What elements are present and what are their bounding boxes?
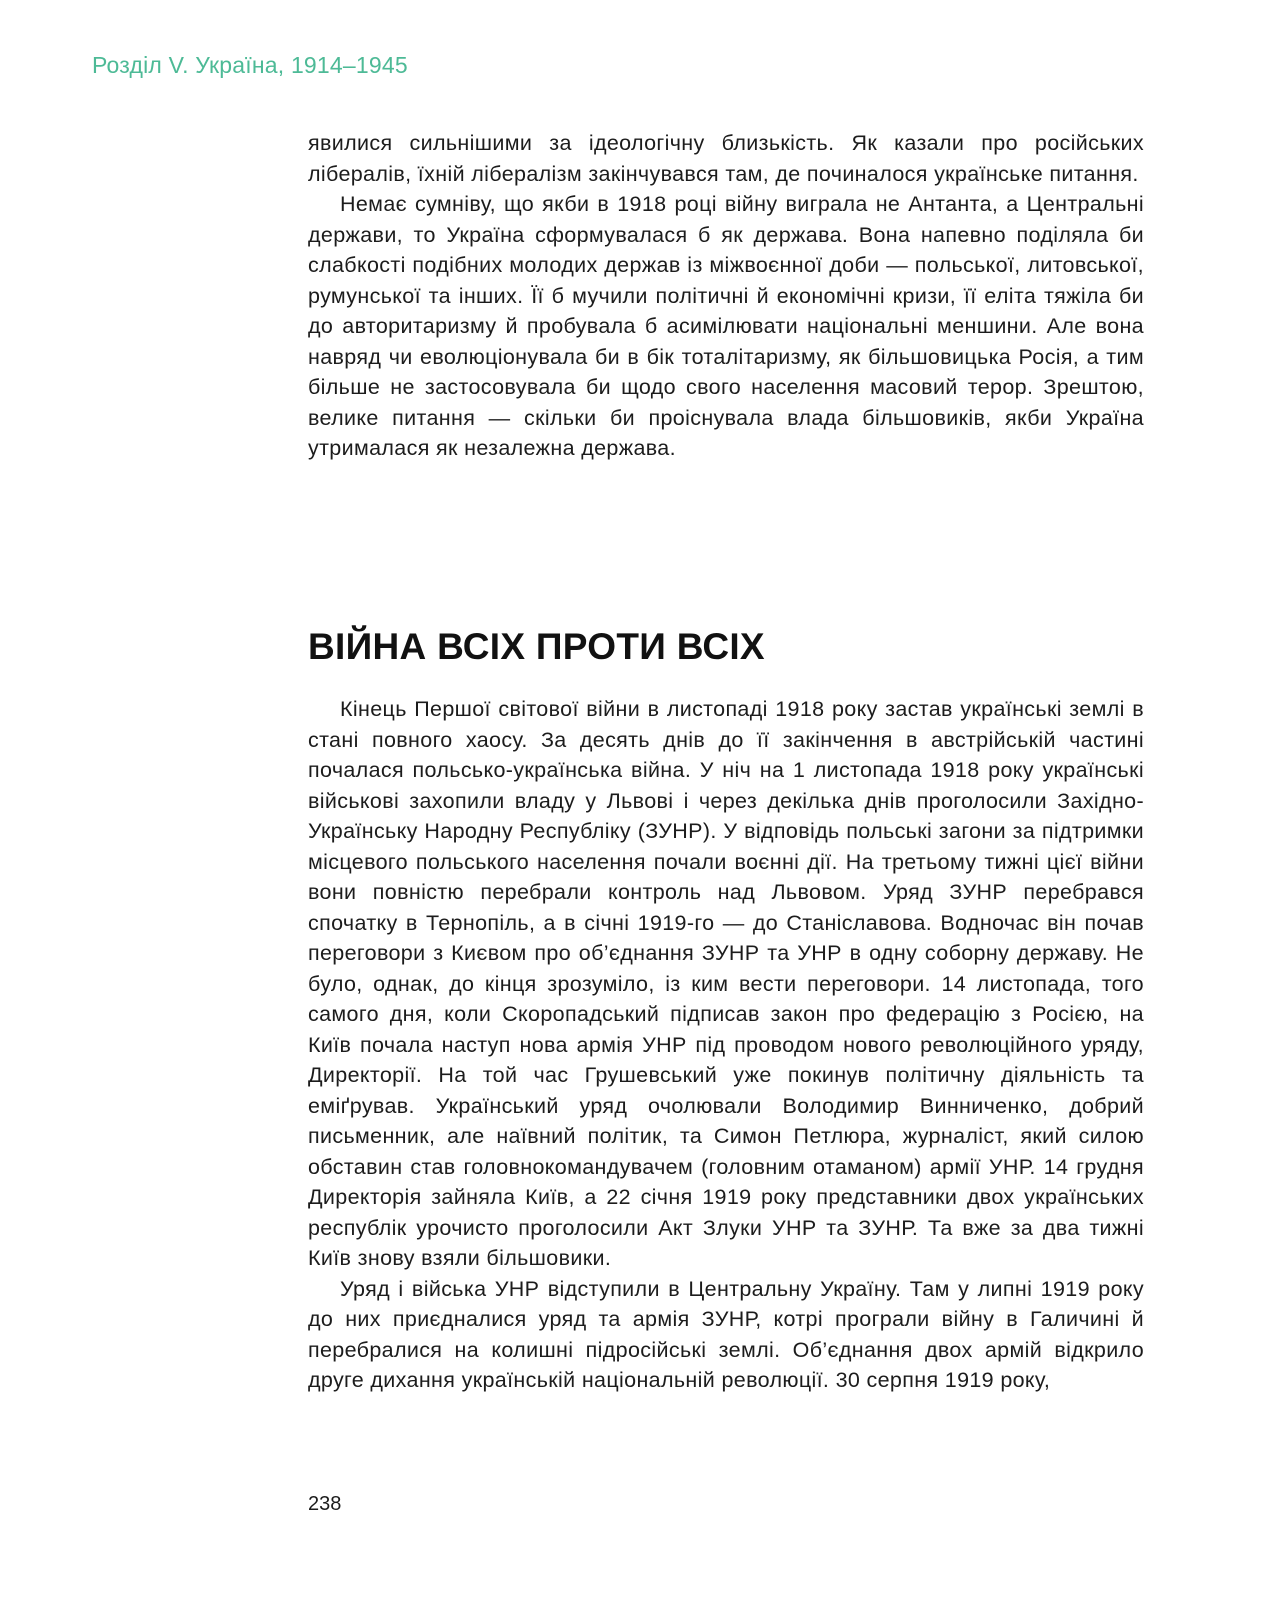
running-head: Розділ V. Україна, 1914–1945 [92,52,408,78]
body-text-after-heading [308,694,1144,1396]
section-title: ВІЙНА ВСІХ ПРОТИ ВСІХ [308,626,765,667]
paragraph: Уряд і війська УНР відступили в Центральну Україну. Там у липні 1919 року до них приєдналися уряд та армія ЗУНР, котрі програли війну в Галичині й перебралися на колишні підросійські землі. Об’єднання двох армій відкрило друге дихання українській національній революції. 30 серпня 1919 року, [308,1276,1144,1392]
paragraph: Немає сумніву, що якби в 1918 році війну виграла не Антанта, а Центральні держави, то Україна сформувалася б як держава. Вона напевно поділяла би слабкості подібних молодих держав із міжвоєнної доби — польської, литовської, румунської та інших. Її б мучили політичні й економічні кризи, її еліта тяжіла би до авторитаризму й пробувала б асимілювати національні меншини. Але вона навряд чи еволюціонувала би в бік тоталітаризму, як більшовицька Росія, а тим більше не застосовувала би щодо свого населення масовий терор. Зрештою, велике питання — скільки би проіснувала влада більшовиків, якби Україна утрималася як незалежна держава. [308,192,1144,460]
body-text-before-heading [308,128,1144,464]
paragraph: Кінець Першої світової війни в листопаді 1918 року застав українські землі в стані повного хаосу. За десять днів до її закінчення в австрійській частині почалася польсько-українська війна. У ніч на 1 листопада 1918 року українські військові захопили владу у Львові і через декілька днів проголосили Західно-Українську Народну Республіку (ЗУНР). У відповідь польські загони за підтримки місцевого польського населення почали воєнні дії. На третьому тижні цієї війни вони повністю перебрали контроль над Львовом. Уряд ЗУНР перебрався спочатку в Тернопіль, а в січні 1919-го — до Станіславова. Водночас він почав переговори з Києвом про об’єднання ЗУНР та УНР в одну соборну державу. Не було, однак, до кінця зрозуміло, із ким вести переговори. 14 листопада, того самого дня, коли Скоропадський підписав закон про федерацію з Росією, на Київ почала наступ нова армія УНР під проводом нового революційного уряду, Директорії. На той час Грушевський уже покинув політичну діяльність та еміґрував. Український уряд очолювали Володимир Винниченко, добрий письменник, але наївний політик, та Симон Петлюра, журналіст, який силою обставин став головнокомандувачем (головним отаманом) армії УНР. 14 грудня Директорія зайняла Київ, а 22 січня 1919 року представники двох українських республік урочисто проголосили Акт Злуки УНР та ЗУНР. Та вже за два тижні Київ знову взяли більшовики. [308,697,1144,1270]
paragraph-continuation: явилися сильнішими за ідеологічну близькість. Як казали про російських лібералів, їхній лібералізм закінчувався там, де починалося українське питання. [308,131,1144,186]
page-number: 238 [308,1493,342,1515]
